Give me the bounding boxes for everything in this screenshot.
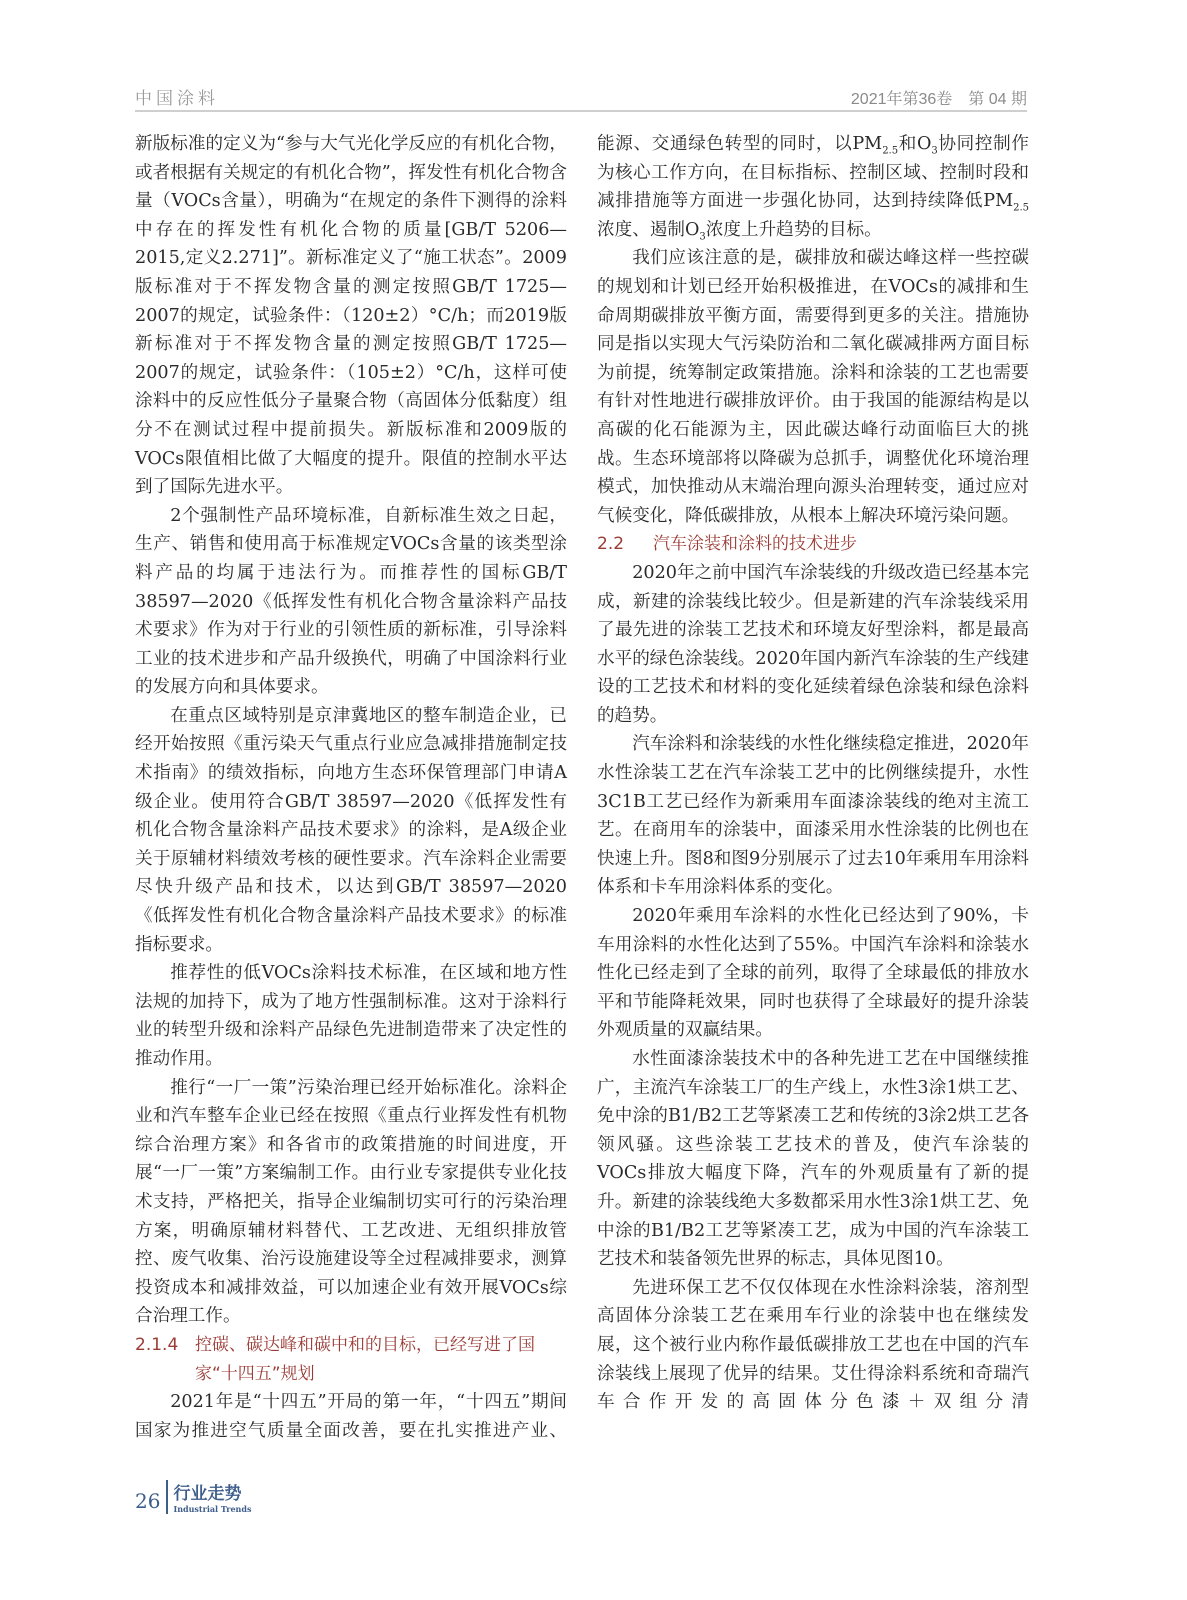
section-title: 控碳、碳达峰和碳中和的目标，已经写进了国家“十四五”规划 bbox=[195, 1334, 535, 1384]
text-run: 协同控制作为核心工作方向，在目标指标、控制区域、控制时段和减排措施等方面进一步强化协同，达到持续降低PM bbox=[597, 134, 1029, 212]
subscript: 2.5 bbox=[882, 145, 899, 157]
paragraph bbox=[597, 130, 1029, 244]
section-number: 2.2 bbox=[597, 534, 625, 555]
section-heading-2-2 bbox=[597, 530, 1029, 559]
paragraph: 新版标准的定义为“参与大气光化学反应的有机化合物，或者根据有关规定的有机化合物”，挥发性有机化合物含量（VOCs含量），明确为“在规定的条件下测得的涂料中存在的挥发性有机化合物的质量[GB/T 5206—2015,定义2.271]”。新标准定义了“施工状态”。2009版标准对于不挥发物含量的测定按照GB/T 1725—2007的规定，试验条件：（120±2）°C/h；而2019版新标准对于不挥发物含量的测定按照GB/T 1725—2007的规定，试验条件：（105±2）°C/h，这样可使涂料中的反应性低分子量聚合物（高固体分低黏度）组分不在测试过程中提前损失。新版标准和2009版的VOCs限值相比做了大幅度的提升。限值的控制水平达到了国际先进水平。 bbox=[135, 134, 567, 498]
paragraph: 先进环保工艺不仅仅体现在水性涂料涂装，溶剂型高固体分涂装工艺在乘用车行业的涂装中也在继续发展，这个被行业内称作最低碳排放工艺也在中国的汽车涂装线上展现了优异的结果。艾仕得涂料系统和奇瑞汽车合作开发的高固体分色漆＋双组分清 bbox=[597, 1277, 1029, 1413]
paragraph: 汽车涂料和涂装线的水性化继续稳定推进，2020年水性涂装工艺在汽车涂装工艺中的比例继续提升，水性3C1B工艺已经作为新乘用车面漆涂装线的绝对主流工艺。在商用车的涂装中，面漆采用水性涂装的比例也在快速上升。图8和图9分别展示了过去10年乘用车用涂料体系和卡车用涂料体系的变化。 bbox=[597, 734, 1029, 898]
paragraph: 水性面漆涂装技术中的各种先进工艺在中国继续推广，主流汽车涂装工厂的生产线上，水性3涂1烘工艺、免中涂的B1/B2工艺等紧凑工艺和传统的3涂2烘工艺各领风骚。这些涂装工艺技术的普及，使汽车涂装的VOCs排放大幅度下降，汽车的外观质量有了新的提升。新建的涂装线绝大多数都采用水性3涂1烘工艺、免中涂的B1/B2工艺等紧凑工艺，成为中国的汽车涂装工艺技术和装备领先世界的标志，具体见图10。 bbox=[597, 1049, 1029, 1270]
text-run: 能源、交通绿色转型的同时，以PM bbox=[597, 134, 883, 154]
section-name: 行业走势 bbox=[173, 1484, 242, 1504]
header-divider bbox=[135, 110, 1027, 112]
paragraph: 2020年乘用车涂料的水性化已经达到了90%，卡车用涂料的水性化达到了55%。中国汽车涂料和涂装水性化已经走到了全球的前列，取得了全球最低的排放水平和节能降耗效果，同时也获得了全球最好的提升涂装外观质量的双赢结果。 bbox=[597, 906, 1029, 1041]
text-run: 和O bbox=[898, 134, 932, 154]
section-heading-2-1-4 bbox=[135, 1331, 567, 1388]
journal-name: 中国涂料 bbox=[135, 89, 219, 109]
left-column bbox=[135, 130, 567, 1445]
right-column bbox=[597, 130, 1029, 1417]
paragraph: 2020年之前中国汽车涂装线的升级改造已经基本完成，新建的涂装线比较少。但是新建的汽车涂装线采用了最先进的涂装工艺技术和环境友好型涂料，都是最高水平的绿色涂装线。2020年国内新汽车涂装的生产线建设的工艺技术和材料的变化延续着绿色涂装和绿色涂料的趋势。 bbox=[597, 562, 1029, 726]
page-footer bbox=[135, 1480, 251, 1514]
section-name-english: Industrial Trends bbox=[173, 1504, 252, 1514]
paragraph: 在重点区域特别是京津冀地区的整车制造企业，已经开始按照《重污染天气重点行业应急减排措施制定技术指南》的绩效指标，向地方生态环保管理部门申请A级企业。使用符合GB/T 38597—2020《低挥发性有机化合物含量涂料产品技术要求》的涂料，是A级企业关于原辅材料绩效考核的硬性要求。汽车涂料企业需要尽快升级产品和技术，以达到GB/T 38597—2020《低挥发性有机化合物含量涂料产品技术要求》的标准指标要求。 bbox=[135, 705, 567, 955]
subscript: 3 bbox=[931, 145, 938, 157]
page-number: 26 bbox=[135, 1489, 161, 1513]
text-run: 浓度、遏制O bbox=[597, 219, 700, 240]
footer-divider bbox=[166, 1480, 168, 1514]
subscript: 2.5 bbox=[1013, 202, 1029, 214]
paragraph: 推荐性的低VOCs涂料技术标准，在区域和地方性法规的加持下，成为了地方性强制标准。这对于涂料行业的转型升级和涂料产品绿色先进制造带来了决定性的推动作用。 bbox=[135, 963, 567, 1069]
paragraph: 2021年是“十四五”开局的第一年，“十四五”期间国家为推进空气质量全面改善，要在扎实推进产业、 bbox=[135, 1392, 567, 1441]
issue-info: 2021年第36卷 第 04 期 bbox=[850, 91, 1027, 108]
text-run: 浓度上升趋势的目标。 bbox=[705, 219, 882, 240]
footer-section bbox=[173, 1484, 251, 1514]
section-number: 2.1.4 bbox=[135, 1334, 179, 1355]
subscript: 3 bbox=[699, 231, 706, 243]
section-title: 汽车涂装和涂料的技术进步 bbox=[653, 534, 857, 555]
paragraph: 推行“一厂一策”污染治理已经开始标准化。涂料企业和汽车整车企业已经在按照《重点行业挥发性有机物综合治理方案》和各省市的政策措施的时间进度，开展“一厂一策”方案编制工作。由行业专家提供专业化技术支持，严格把关，指导企业编制切实可行的污染治理方案，明确原辅材料替代、工艺改进、无组织排放管控、废气收集、治污设施建设等全过程减排要求，测算投资成本和减排效益，可以加速企业有效开展VOCs综合治理工作。 bbox=[135, 1077, 567, 1327]
paragraph: 我们应该注意的是，碳排放和碳达峰这样一些控碳的规划和计划已经开始积极推进，在VOCs的减排和生命周期碳排放平衡方面，需要得到更多的关注。措施协同是指以实现大气污染防治和二氧化碳减排两方面目标为前提，统筹制定政策措施。涂料和涂装的工艺也需要有针对性地进行碳排放评价。由于我国的能源结构是以高碳的化石能源为主，因此碳达峰行动面临巨大的挑战。生态环境部将以降碳为总抓手，调整优化环境治理模式，加快推动从末端治理向源头治理转变，通过应对气候变化，降低碳排放，从根本上解决环境污染问题。 bbox=[597, 248, 1029, 526]
paragraph: 2个强制性产品环境标准，自新标准生效之日起，生产、销售和使用高于标准规定VOCs含量的该类型涂料产品的均属于违法行为。而推荐性的国标GB/T 38597—2020《低挥发性有机化合物含量涂料产品技术要求》作为对于行业的引领性质的新标准，引导涂料工业的技术进步和产品升级换代，明确了中国涂料行业的发展方向和具体要求。 bbox=[135, 505, 567, 698]
